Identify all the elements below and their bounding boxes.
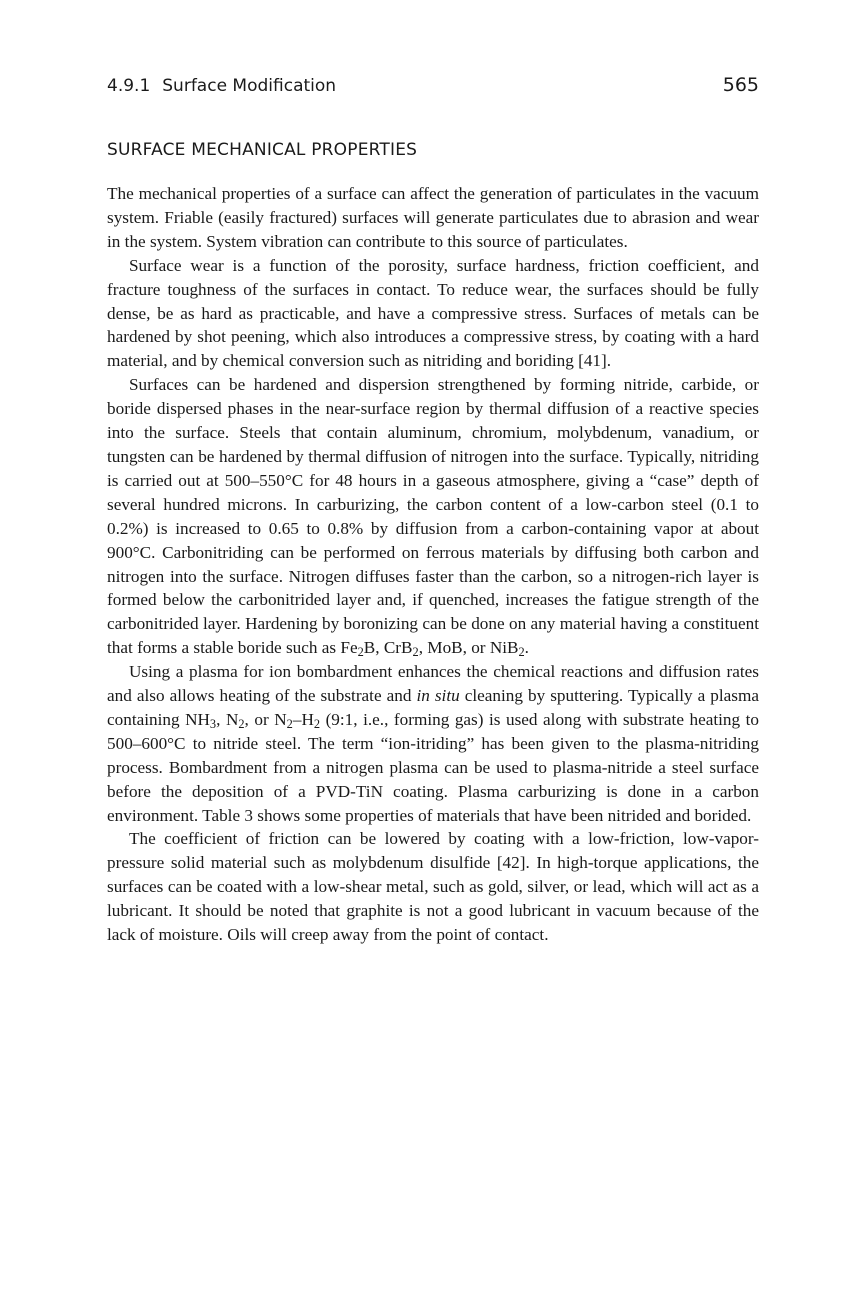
section-number: 4.9.1 xyxy=(107,76,151,96)
paragraph-3-text-a: Surfaces can be hardened and dispersion strengthened by forming nitride, carbide, or boride dispersed phases in the near-surface region by thermal diffusion of a reactive species into the surface. Steels that contain aluminum, chromium, molybdenum, vanadium, or tungsten can be hardened by thermal diffusion of nitrogen into the surface. Typically, nitriding is carried out at 500–550°C for 48 hours in a gaseous atmosphere, giving a “case” depth of several hundred microns. In carburizing, the carbon content of a low-carbon steel (0.1 to 0.2%) is increased to 0.65 to 0.8% by diffusion from a carbon-containing vapor at about 900°C. Carbonitriding can be performed on ferrous materials by diffusing both carbon and nitrogen into the surface. Nitrogen diffuses faster than the carbon, so a nitrogen-rich layer is formed below the carbonitrided layer and, if quenched, increases the fatigue strength of the carbonitrided layer. Hardening by boronizing can be done on any material having a constituent that forms a stable boride such as Fe xyxy=(107,375,759,658)
paragraph-3-text-c: , MoB, or NiB xyxy=(418,638,519,658)
running-header xyxy=(107,76,759,104)
paragraph-3 xyxy=(107,373,759,660)
paragraph-2: Surface wear is a function of the porosity, surface hardness, friction coefficient, and fracture toughness of the surfaces in contact. To reduce wear, the surfaces should be fully dense, be as hard as practicable, and have a compressive stress. Surfaces of metals can be hardened by shot peening, which also introduces a compressive stress, by coating with a hard material, and by chemical conversion such as nitriding and boriding [41]. xyxy=(107,255,759,371)
paragraph-4-text-e: –H xyxy=(292,709,314,729)
page-number: 565 xyxy=(722,74,759,96)
section-title: Surface Modification xyxy=(162,76,337,96)
paragraph-4-text-f: (9:1, i.e., forming gas) is used along with substrate heating to 500–600°C to nitride steel. The term “ion-itriding” has been given to the plasma-nitriding process. Bombardment from a nitrogen plasma can be used to plasma-nitride a steel surface before the deposition of a PVD-TiN coating. Plasma carburizing is done in a carbon environment. Table 3 shows some properties of materials that have been nitrided and borided. xyxy=(107,709,759,825)
subscript: 2 xyxy=(286,717,293,732)
paragraph-4-text-b: cleaning by sputtering. Typically a plasma containing NH xyxy=(107,686,759,729)
running-header-section xyxy=(107,76,336,96)
subscript: 2 xyxy=(518,645,525,660)
paragraph-4-text-a: Using a plasma for ion bombardment enhances the chemical reactions and diffusion rates and also allows heating of the substrate and xyxy=(107,662,759,706)
italic-term: in situ xyxy=(416,686,460,706)
body-text xyxy=(107,182,759,947)
section-heading: SURFACE MECHANICAL PROPERTIES xyxy=(107,140,418,160)
subscript: 2 xyxy=(238,717,245,732)
paragraph-4-text-d: , or N xyxy=(244,709,287,729)
subscript: 3 xyxy=(209,717,217,732)
paragraph-1: The mechanical properties of a surface can affect the generation of particulates in the vacuum system. Friable (easily fractured) surfaces will generate particulates due to abrasion and wear in the system. System vibration can contribute to this source of particulates. xyxy=(107,184,759,251)
paragraph-3-text-b: B, CrB xyxy=(363,638,413,658)
paragraph-5: The coefficient of friction can be lowered by coating with a low-friction, low-vapor-pressure solid material such as molybdenum disulfide [42]. In high-torque applications, the surfaces can be coated with a low-shear metal, such as gold, silver, or lead, which will act as a lubricant. It should be noted that graphite is not a good lubricant in vacuum because of the lack of moisture. Oils will creep away from the point of contact. xyxy=(107,829,759,945)
paragraph-4-text-c: , N xyxy=(216,709,239,729)
subscript: 2 xyxy=(313,717,321,732)
paragraph-3-text-d: . xyxy=(524,638,529,658)
subscript: 2 xyxy=(357,645,364,660)
subscript: 2 xyxy=(412,645,419,660)
paragraph-4 xyxy=(107,660,759,827)
